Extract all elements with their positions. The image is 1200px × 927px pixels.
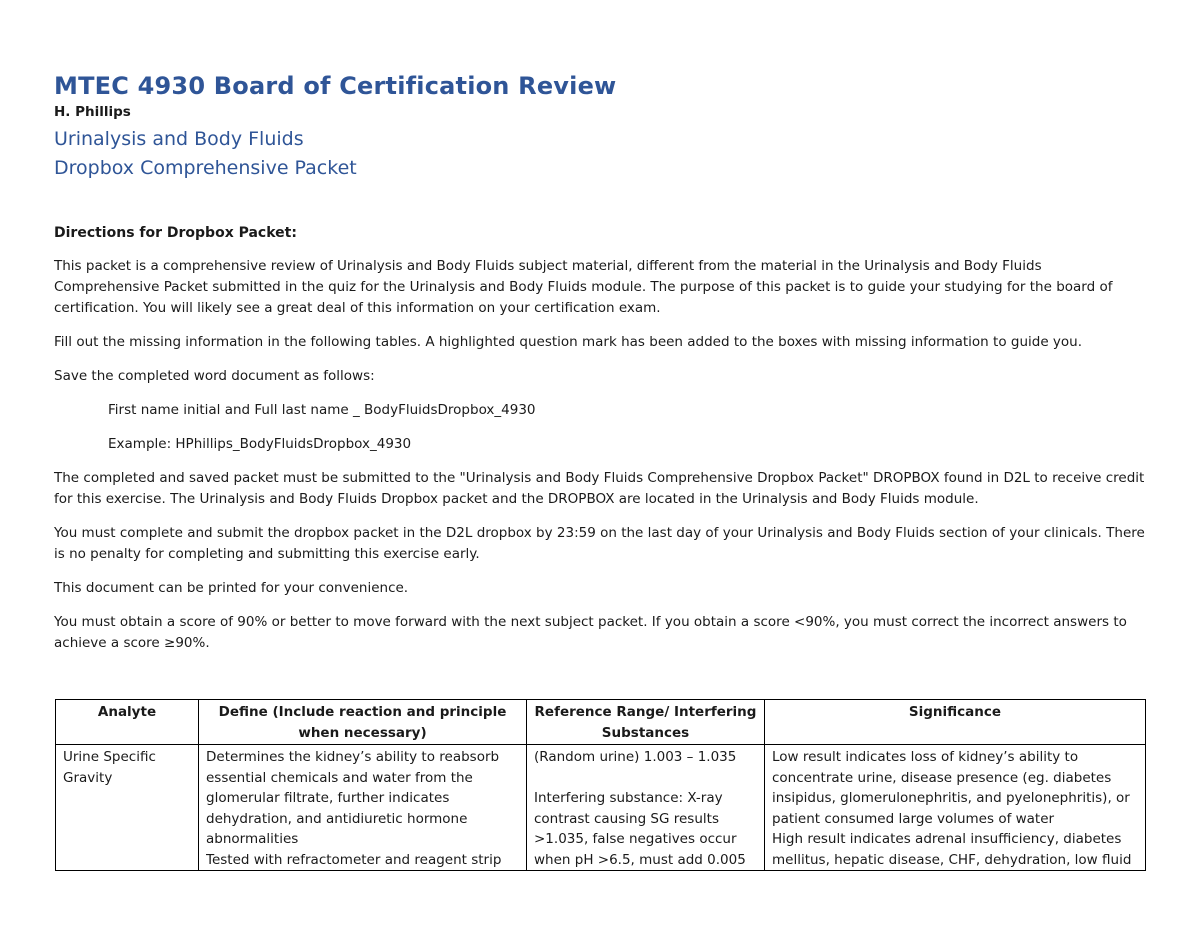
table-header-row: [56, 700, 1146, 745]
directions-paragraph: Fill out the missing information in the following tables. A highlighted question mark has been added to the boxes with missing information to guide you.: [54, 334, 1083, 350]
filename-example: Example: HPhillips_BodyFluidsDropbox_4930: [108, 436, 412, 452]
directions-heading: Directions for Dropbox Packet:: [54, 225, 297, 241]
directions-paragraph: Save the completed word document as follows:: [54, 368, 375, 384]
cell-define: Determines the kidney’s ability to reabsorb essential chemicals and water from the glomerular filtrate, further indicates dehydration, and antidiuretic hormone abnormalities Tested with refractometer and reagent strip: [199, 745, 527, 871]
column-header-define: Define (Include reaction and principle when necessary): [199, 700, 527, 745]
document-page: [54, 70, 1146, 654]
cell-reference-range: (Random urine) 1.003 – 1.035 Interfering substance: X-ray contrast causing SG results >1.035, false negatives occur when pH >6.5, must add 0.005: [527, 745, 765, 871]
directions-paragraph: This packet is a comprehensive review of Urinalysis and Body Fluids subject material, different from the material in the Urinalysis and Body Fluids Comprehensive Packet submitted in the quiz for the Urinalysis and Body Fluids module. The purpose of this packet is to guide your studying for the board of certification. You will likely see a great deal of this information on your certification exam.: [54, 258, 1113, 316]
cell-significance: Low result indicates loss of kidney’s ability to concentrate urine, disease presence (eg. diabetes insipidus, glomerulonephritis, and pyelonephritis), or patient consumed large volumes of water High result indicates adrenal insufficiency, diabetes mellitus, hepatic disease, CHF, dehydration, low fluid: [765, 745, 1146, 871]
column-header-reference-range: Reference Range/ Interfering Substances: [527, 700, 765, 745]
analyte-table: [55, 699, 1146, 871]
author-name: H. Phillips: [54, 104, 131, 120]
table-row: [56, 745, 1146, 871]
cell-analyte: Urine Specific Gravity: [56, 745, 199, 871]
filename-format: First name initial and Full last name _ BodyFluidsDropbox_4930: [108, 402, 536, 418]
directions-paragraph: This document can be printed for your convenience.: [54, 580, 409, 596]
document-title: MTEC 4930 Board of Certification Review: [54, 72, 617, 100]
directions-paragraph: You must obtain a score of 90% or better to move forward with the next subject packet. If you obtain a score <90%, you must correct the incorrect answers to achieve a score ≥90%.: [54, 614, 1127, 651]
column-header-analyte: Analyte: [56, 700, 199, 745]
directions-paragraph: The completed and saved packet must be submitted to the "Urinalysis and Body Fluids Comprehensive Dropbox Packet" DROPBOX found in D2L to receive credit for this exercise. The Urinalysis and Body Fluids Dropbox packet and the DROPBOX are located in the Urinalysis and Body Fluids module.: [54, 470, 1145, 507]
column-header-significance: Significance: [765, 700, 1146, 745]
directions-paragraph: You must complete and submit the dropbox packet in the D2L dropbox by 23:59 on the last day of your Urinalysis and Body Fluids section of your clinicals. There is no penalty for completing and submitting this exercise early.: [54, 525, 1145, 562]
subtitle-subject: Urinalysis and Body Fluids: [54, 128, 304, 150]
subtitle-packet: Dropbox Comprehensive Packet: [54, 157, 357, 179]
